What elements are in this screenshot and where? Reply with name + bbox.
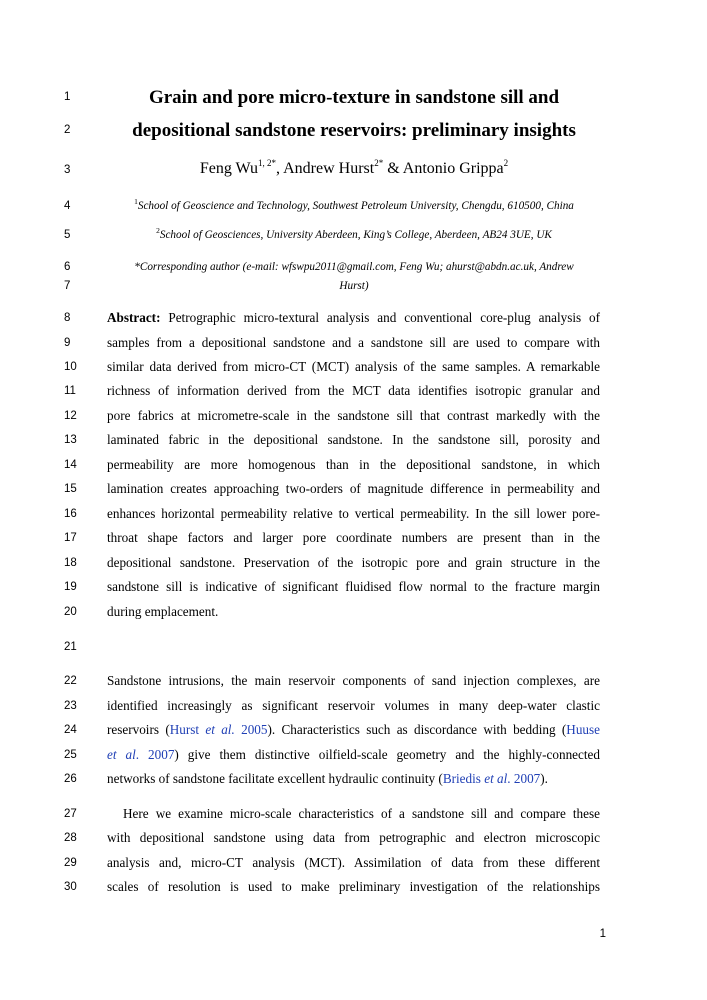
line-number: 8	[64, 312, 71, 324]
line-number: 18	[64, 557, 77, 569]
abstract-line: sandstone sill is indicative of significant fluidised flow normal to the fracture margin	[107, 579, 600, 594]
line-number: 5	[64, 229, 71, 241]
line-number: 17	[64, 532, 77, 544]
abstract-line: permeability are more homogenous than in the depositional sandstone, in which	[107, 457, 600, 472]
line-number: 20	[64, 606, 77, 618]
body-line: scales of resolution is used to make preliminary investigation of the relationships	[107, 879, 600, 894]
abstract-line: laminated fabric in the depositional sandstone. In the sandstone sill, porosity and	[107, 432, 600, 447]
line-number: 7	[64, 280, 71, 292]
affiliation-marker: 1	[134, 197, 138, 206]
line-number: 9	[64, 337, 71, 349]
citation-link-hurst-2005[interactable]	[170, 722, 268, 737]
body-line: with depositional sandstone using data from petrographic and electron microscopic	[107, 830, 600, 845]
abstract-line: during emplacement.	[107, 604, 219, 619]
line-number: 21	[64, 641, 77, 653]
citation-year: . 2007	[507, 771, 541, 786]
affiliation-2	[108, 226, 600, 241]
citation-etal: et al	[484, 771, 508, 786]
abstract-text: Petrographic micro-textural analysis and conventional core-plug analysis of	[160, 310, 600, 325]
line-number: 24	[64, 724, 77, 736]
paper-title-line-2: depositional sandstone reservoirs: preliminary insights	[132, 120, 576, 141]
line-number: 30	[64, 881, 77, 893]
citation-year: . 2007	[135, 747, 175, 762]
citation-link-huuse-2007[interactable]: Huuse	[566, 722, 600, 737]
abstract-line: richness of information derived from the MCT data identifies isotropic granular and	[107, 383, 600, 398]
author-name: Feng Wu	[199, 160, 258, 177]
body-line: analysis and, micro-CT analysis (MCT). Assimilation of data from these different	[107, 855, 600, 870]
abstract-line: samples from a depositional sandstone and a sandstone sill are used to compare with	[107, 335, 600, 350]
corresponding-author-line-2: Hurst)	[339, 280, 369, 292]
affiliation-1	[108, 197, 600, 212]
abstract-line: enhances horizontal permeability relative to vertical permeability. In the sill lower pore-	[107, 506, 600, 521]
abstract-line	[107, 310, 600, 326]
affiliation-marker: 1, 2*	[258, 158, 276, 168]
corresponding-author-line-1: *Corresponding author (e-mail: wfswpu2011@gmail.com, Feng Wu; ahurst@abdn.ac.uk, Andrew	[134, 261, 574, 273]
body-line	[107, 722, 600, 738]
abstract-line: depositional sandstone. Preservation of the isotropic pore and grain structure in the	[107, 555, 600, 570]
line-number: 15	[64, 483, 77, 495]
abstract-label: Abstract:	[107, 310, 161, 325]
body-text: networks of sandstone facilitate excellent hydraulic continuity (	[107, 771, 443, 786]
author-separator: ,	[276, 160, 284, 177]
citation-author: Briedis	[442, 771, 485, 786]
abstract-line: lamination creates approaching two-orders of magnitude difference in permeability and	[107, 481, 600, 496]
line-number: 26	[64, 773, 77, 785]
line-number: 23	[64, 700, 77, 712]
body-line: Here we examine micro-scale characteristics of a sandstone sill and compare these	[123, 806, 600, 821]
author-line	[108, 160, 600, 178]
abstract-line: similar data derived from micro-CT (MCT) analysis of the same samples. A remarkable	[107, 359, 600, 374]
affiliation-marker: 2	[503, 158, 509, 168]
author-name: Andrew Hurst	[283, 160, 375, 177]
author-separator: &	[383, 160, 403, 177]
body-line: Sandstone intrusions, the main reservoir components of sand injection complexes, are	[107, 673, 600, 688]
line-number: 10	[64, 361, 77, 373]
line-number: 16	[64, 508, 77, 520]
author-name: Antonio Grippa	[402, 160, 504, 177]
body-line: identified increasingly as significant reservoir volumes in many deep-water clastic	[107, 698, 600, 713]
body-text: ) give them distinctive oilfield-scale geometry and the highly-connected	[174, 747, 600, 762]
line-number: 19	[64, 581, 77, 593]
abstract-line: pore fabrics at micrometre-scale in the sandstone sill that contrast markedly with the	[107, 408, 600, 423]
line-number: 13	[64, 434, 77, 446]
citation-etal: et al	[107, 747, 136, 762]
body-line	[107, 747, 600, 763]
affiliation-text: School of Geosciences, University Aberdeen, King’s College, Aberdeen, AB24 3UE, UK	[159, 229, 552, 241]
line-number: 3	[64, 164, 71, 176]
line-number: 28	[64, 832, 77, 844]
affiliation-marker: 2	[156, 226, 160, 235]
body-text: ). Characteristics such as discordance with bedding (	[267, 722, 567, 737]
line-number: 12	[64, 410, 77, 422]
citation-year: 2005	[234, 722, 268, 737]
line-number: 11	[64, 385, 76, 397]
page-number: 1	[599, 928, 606, 940]
body-text: reservoirs (	[107, 722, 170, 737]
citation-link-huuse-2007-cont[interactable]	[107, 747, 174, 762]
citation-etal: et al.	[205, 722, 235, 737]
line-number: 6	[64, 261, 71, 273]
line-number: 25	[64, 749, 77, 761]
line-number: 27	[64, 808, 77, 820]
affiliation-marker: 2*	[374, 158, 384, 168]
line-number: 29	[64, 857, 77, 869]
line-number: 1	[64, 91, 71, 103]
line-number: 22	[64, 675, 77, 687]
line-number: 2	[64, 124, 71, 136]
citation-link-briedis-2007[interactable]	[443, 771, 540, 786]
paper-title-line-1: Grain and pore micro-texture in sandstone sill and	[148, 87, 560, 108]
abstract-line: throat shape factors and larger pore coordinate numbers are present than in the	[107, 530, 600, 545]
body-line	[107, 771, 600, 787]
citation-author: Hurst	[169, 722, 206, 737]
body-text: ).	[540, 771, 548, 786]
affiliation-text: School of Geoscience and Technology, Southwest Petroleum University, Chengdu, 610500, China	[137, 200, 574, 212]
line-number: 4	[64, 200, 71, 212]
line-number: 14	[64, 459, 77, 471]
